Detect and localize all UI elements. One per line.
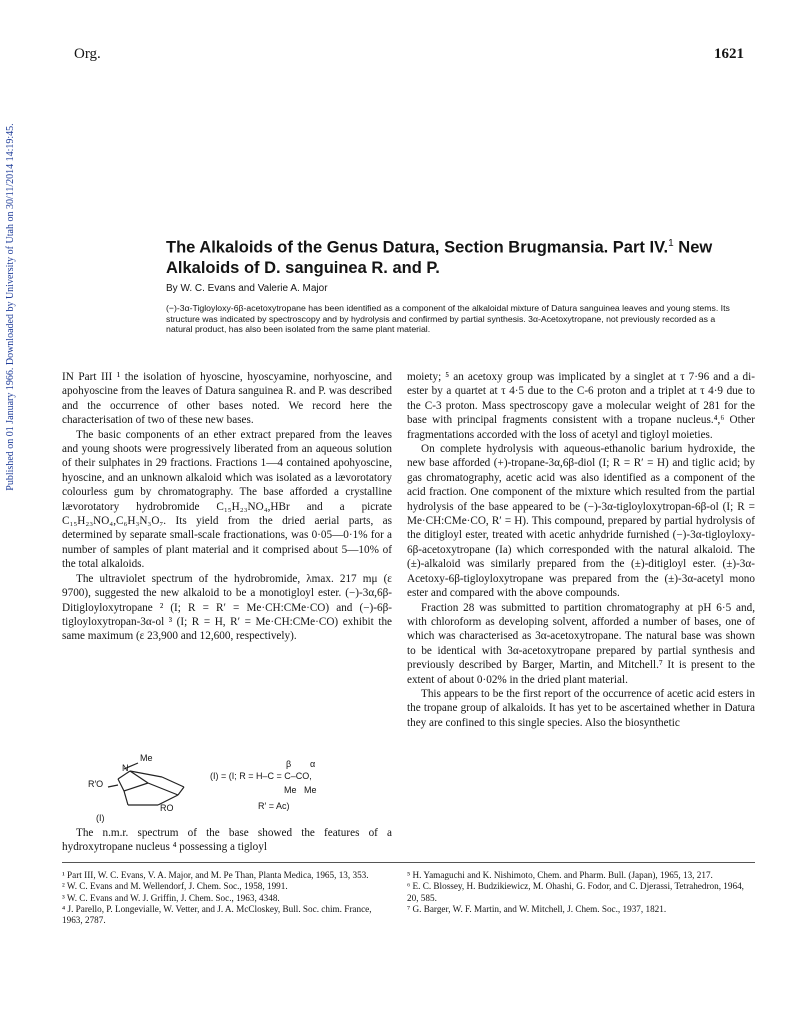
- tropane-structure-diagram: [88, 753, 388, 823]
- title-footnote-ref: 1: [668, 238, 674, 249]
- footnote-1: ¹ Part III, W. C. Evans, V. A. Major, and M. Pe Than, Planta Medica, 1965, 13, 353.: [62, 870, 369, 880]
- footnote-3: ³ W. C. Evans and W. J. Griffin, J. Chem. Soc., 1963, 4348.: [62, 892, 280, 903]
- title-line-1: The Alkaloids of the Genus Datura, Section Brugmansia. Part IV.: [166, 238, 669, 257]
- footnotes-left: [62, 870, 392, 926]
- left-paragraph-tail: The n.m.r. spectrum of the base showed the features of a hydroxytropane nucleus ⁴ possessing a tigloyl: [62, 827, 392, 854]
- footnotes-right: [407, 870, 755, 915]
- tropane-skeleton-drawing: [88, 757, 208, 817]
- formula-definition: (I) = (I; R = H–C = C–CO,: [210, 771, 312, 781]
- abstract: (−)-3α-Tigloyloxy-6β-acetoxytropane has been identified as a component of the alkaloidal mixture of Datura sanguinea leaves and young stems. Its structure was indicated by spectroscopy and by hydrolysis and confirmed by partial synthesis. 3α-Acetoxytropane, not previously recorded as a natural product, has also been isolated from the same plant material.: [166, 303, 730, 335]
- methyl-label: Me: [140, 753, 153, 763]
- right-paragraph: Fraction 28 was submitted to partition chromatography at pH 6·5 and, with chloroform as developing solvent, afforded a number of bases, one of which was characterised as 3α-acetoxytropane. The natural base was shown to be identical with 3α-acetoxytropane prepared by partial synthesis and previously described by Barger, Martin, and Mitchell.⁷ It is present to the extent of about 0·02% in the dried plant material.: [407, 601, 755, 686]
- left-column: [62, 370, 392, 644]
- title-line-2: Alkaloids of D. sanguinea R. and P.: [166, 258, 440, 277]
- footnote-5: ⁵ H. Yamaguchi and K. Nishimoto, Chem. and Pharm. Bull. (Japan), 1965, 13, 217.: [407, 870, 713, 880]
- ro-label: RO: [160, 803, 174, 813]
- footnote-4: ⁴ J. Parello, P. Longevialle, W. Vetter, and J. A. McCloskey, Bull. Soc. chim. France, 1963, 2787.: [62, 903, 372, 926]
- byline: By W. C. Evans and Valerie A. Major: [166, 283, 328, 294]
- nitrogen-label: N: [122, 763, 129, 773]
- right-paragraph: On complete hydrolysis with aqueous-ethanolic barium hydroxide, the new base afforded (+)-tropane-3α,6β-diol (I; R = R′ = H) and tiglic acid; by gas chromatography, acetic acid was also identified as a component of the acid fraction. One component of the mixture which resulted from the partial hydrolysis of the base appeared to be (−)-3α-tigloyloxytropan-6β-ol (I; R = Me·CH:CMe·CO, R′ = H). This compound, prepared by partial hydrolysis of the ditigloyl ester, treated with acetic anhydride furnished (−)-3α-tigloyloxy-6β-acetoxytropane (Ia) which corresponded with the natural alkaloid. The (±)-alkaloid was similarly prepared from the (±)-ditigloyl ester. (±)-3α-Acetoxy-6β-tigloyloxytropane was prepared from the (±)-3α-acetyl mono ester and compared with the above compounds.: [407, 443, 755, 600]
- article-title: [166, 234, 756, 278]
- footnote-7: ⁷ G. Barger, W. F. Martin, and W. Mitchell, J. Chem. Soc., 1937, 1821.: [407, 903, 667, 914]
- download-sidebar-note[interactable]: Published on 01 January 1966. Downloaded by University of Utah on 30/11/2014 14:19:45.: [5, 123, 16, 491]
- right-paragraph: This appears to be the first report of the occurrence of acetic acid esters in the tropane group of alkaloids. It has yet to be ascertained whether in Datura they are confined to this single species. Also the biosynthetic: [407, 687, 755, 729]
- r-prime-definition: R′ = Ac): [258, 801, 290, 811]
- alpha-label: α: [310, 759, 316, 769]
- right-paragraph: moiety; ⁵ an acetoxy group was implicated by a singlet at τ 7·96 and a di-ester by a quartet at τ 4·5 due to the C-6 proton and a triplet at τ 4·9 due to the C-3 proton. Mass spectroscopy gave a molecular weight of 281 for the base with principal fragments consistent with a tropane nucleus.⁴,⁶ Other fragmentations accorded with the loss of acetyl and tigloyl moieties.: [407, 371, 755, 441]
- title-line-1-tail: New: [673, 238, 713, 257]
- left-column-tail: [62, 826, 392, 855]
- r-prime-o-label: R′O: [88, 779, 104, 789]
- footnote-6: ⁶ E. C. Blossey, H. Budzikiewicz, M. Ohashi, G. Fodor, and C. Djerassi, Tetrahedron, 1964, 20, 585.: [407, 881, 744, 903]
- left-paragraph: IN Part III ¹ the isolation of hyoscine, hyoscyamine, norhyoscine, and apohyoscine from the leaves of Datura sanguinea R. and P. was described and the occurrence of other bases noted. We record here the characterisation of two of these new bases.: [62, 371, 392, 427]
- left-paragraph: The basic components of an ether extract prepared from the leaves and young shoots were progressively liberated from an aqueous solution of their sulphates in 29 fractions. Fractions 1—4 contained apohyoscine, hyoscine, and an unknown alkaloid which was isolated as a lævorotatory colourless gum by chromatography. The base afforded a crystalline lævorotatory hydrobromide C₁₅H₂₃NO₄,HBr and a picrate C₁₅H₂₃NO₄,C₆H₃N₃O₇. Its yield from the dried aerial parts, as determined by separate small-scale fractionations, was 0·05—0·1% for a number of samples of plant material and it comprised about 5—10% of the total alkaloids.: [62, 428, 392, 571]
- compound-number-label: (I): [96, 813, 105, 823]
- page-number: 1621: [714, 46, 744, 62]
- left-paragraph: The ultraviolet spectrum of the hydrobromide, λmax. 217 mμ (ε 9700), suggested the new alkaloid to be a monotigloyl ester. (−)-3α,6β-Ditigloyloxytropane ² (I; R = R′ = Me·CH:CMe·CO) and (−)-6β-tigloyloxytropan-3α-ol ³ (I; R = H, R′ = Me·CH:CMe·CO) exhibit the same maximum (ε 23,900 and 12,600, respectively).: [62, 572, 392, 643]
- methyl-substituents-label: Me Me: [284, 785, 317, 795]
- journal-name: Org.: [74, 46, 101, 62]
- beta-label: β: [286, 759, 292, 769]
- footnote-divider: [62, 862, 755, 863]
- right-column: [407, 370, 755, 730]
- footnote-2: ² W. C. Evans and M. Wellendorf, J. Chem. Soc., 1958, 1991.: [62, 881, 288, 892]
